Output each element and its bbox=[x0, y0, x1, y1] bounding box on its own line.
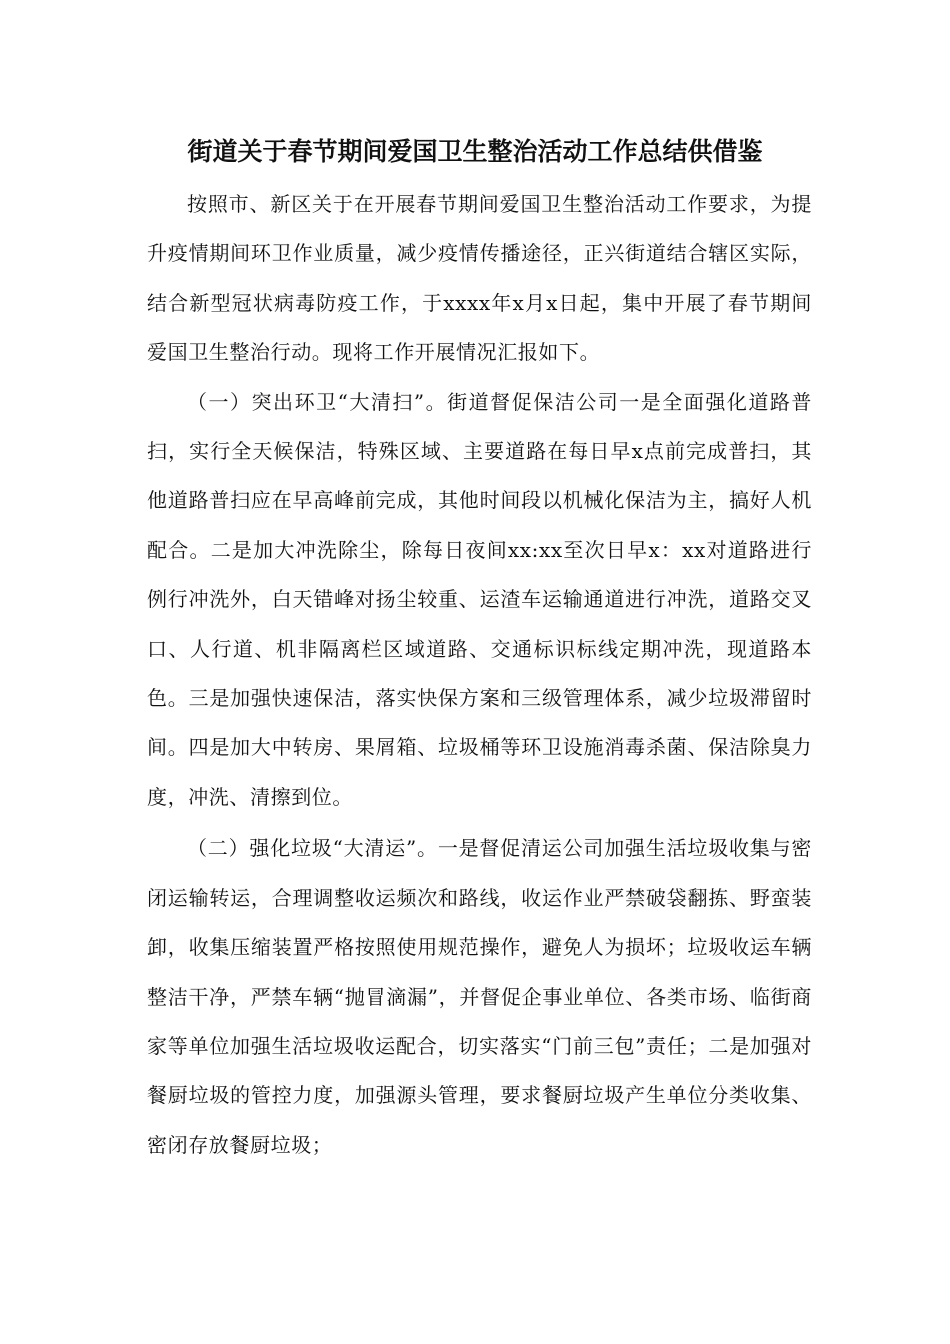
document-title: 街道关于春节期间爱国卫生整治活动工作总结供借鉴 bbox=[187, 137, 763, 166]
paragraph-section-2: （二）强化垃圾“大清运”。一是督促清运公司加强生活垃圾收集与密闭运输转运，合理调整收运频次和路线，收运作业严禁破袋翻拣、野蛮装卸，收集压缩装置严格按照使用规范操作，避免人为损坏；垃圾收运车辆整洁干净，严禁车辆“抛冒滴漏”，并督促企事业单位、各类市场、临街商家等单位加强生活垃圾收运配合，切实落实“门前三包”责任；二是加强对餐厨垃圾的管控力度，加强源头管理，要求餐厨垃圾产生单位分类收集、密闭存放餐厨垃圾； bbox=[147, 836, 812, 1157]
paragraph-intro: 按照市、新区关于在开展春节期间爱国卫生整治活动工作要求，为提升疫情期间环卫作业质量，减少疫情传播途径，正兴街道结合辖区实际，结合新型冠状病毒防疫工作，于xxxx年x月x日起，集中开展了春节期间爱国卫生整治行动。现将工作开展情况汇报如下。 bbox=[147, 192, 812, 365]
paragraph-section-1: （一）突出环卫“大清扫”。街道督促保洁公司一是全面强化道路普扫，实行全天候保洁，特殊区域、主要道路在每日早x点前完成普扫，其他道路普扫应在早高峰前完成，其他时间段以机械化保洁为主，搞好人机配合。二是加大冲洗除尘，除每日夜间xx:xx至次日早x：xx对道路进行例行冲洗外，白天错峰对扬尘较重、运渣车运输通道进行冲洗，道路交叉口、人行道、机非隔离栏区域道路、交通标识标线定期冲洗，现道路本色。三是加强快速保洁，落实快保方案和三级管理体系，减少垃圾滞留时间。四是加大中转房、果屑箱、垃圾桶等环卫设施消毒杀菌、保洁除臭力度，冲洗、清擦到位。 bbox=[147, 389, 812, 809]
document-body bbox=[147, 180, 812, 1170]
